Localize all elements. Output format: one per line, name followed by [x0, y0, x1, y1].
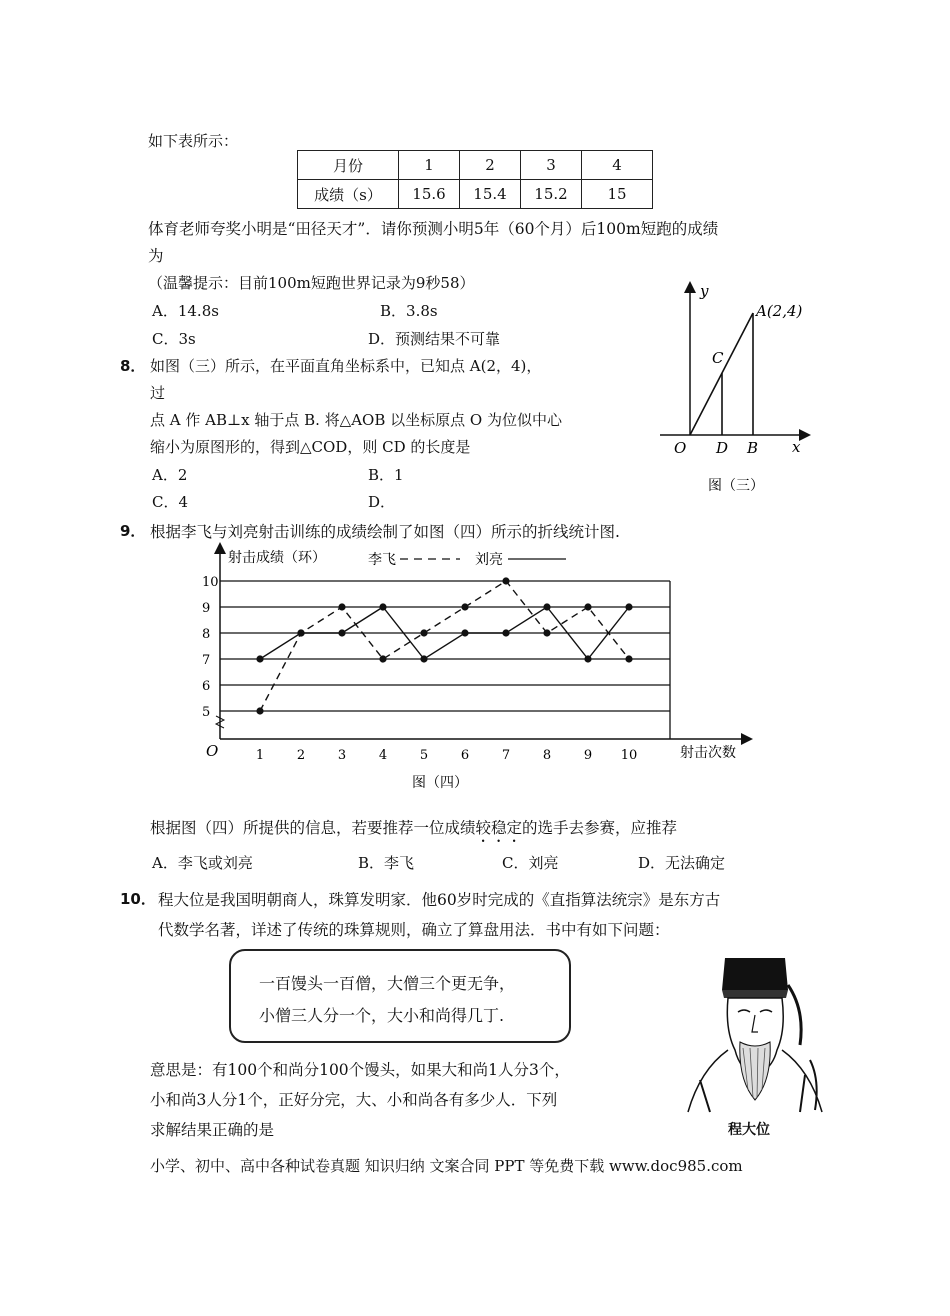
- x-tick-label: 2: [296, 748, 306, 763]
- data-point-liu-liang: [338, 629, 345, 636]
- axis-break-icon: [216, 716, 224, 728]
- q10-meaning3: 求解结果正确的是: [150, 1121, 275, 1139]
- q10-line2: 代数学名著，详述了传统的珠算规则，确立了算盘用法．书中有如下问题：: [158, 921, 670, 939]
- data-point-li-fei: [625, 655, 632, 662]
- x-tick-label: 3: [337, 748, 347, 763]
- data-point-liu-liang: [584, 655, 591, 662]
- q8-line1b: 过: [150, 384, 166, 402]
- table-cell: 月份: [298, 151, 399, 180]
- data-point-li-fei: [461, 603, 468, 610]
- q8-number: 8．: [120, 357, 146, 375]
- chart-origin-label: O: [206, 742, 219, 760]
- chart-caption: 图（四）: [412, 775, 468, 791]
- fig3-label-d: D: [716, 439, 729, 457]
- data-point-li-fei: [256, 707, 263, 714]
- intro-text: 如下表所示：: [148, 132, 239, 150]
- cheng-dawei-portrait: [680, 950, 830, 1115]
- q9-after-post: 的选手去参赛，应推荐: [522, 819, 678, 837]
- q9-option-a: A．李飞或刘亮: [152, 854, 253, 872]
- q10-meaning1: 意思是：有100个和尚分100个馒头，如果大和尚1人分3个，: [150, 1061, 570, 1079]
- x-tick-label: 10: [620, 748, 638, 763]
- portrait-caption: 程大位: [728, 1122, 770, 1138]
- chart-ylabel: 射击成绩（环）: [228, 550, 326, 566]
- y-tick-label: 7: [202, 653, 211, 668]
- fig3-label-o: O: [674, 439, 687, 457]
- q8-option-b: B．1: [368, 466, 404, 484]
- q7-hint: （温馨提示：目前100m短跑世界记录为9秒58）: [148, 274, 475, 292]
- x-tick-label: 8: [542, 748, 552, 763]
- q10-number: 10．: [120, 890, 156, 908]
- q9-option-c: C．刘亮: [502, 854, 559, 872]
- y-tick-label: 9: [202, 601, 211, 616]
- data-point-liu-liang: [297, 629, 304, 636]
- q7-line1: 体育老师夸奖小明是“田径天才”．请你预测小明5年（60个月）后100m短跑的成绩: [148, 220, 719, 238]
- x-tick-label: 4: [378, 748, 388, 763]
- table-cell: 15.2: [521, 180, 582, 209]
- q8-option-d: D．: [368, 493, 396, 511]
- figure-3: [650, 280, 820, 500]
- q7-line2: 为: [148, 247, 164, 265]
- table-row: [298, 151, 653, 180]
- y-tick-label: 8: [202, 627, 211, 642]
- data-point-liu-liang: [502, 629, 509, 636]
- data-point-li-fei: [543, 629, 550, 636]
- fig3-label-x: x: [792, 438, 801, 456]
- data-point-li-fei: [584, 603, 591, 610]
- x-tick-label: 7: [501, 748, 511, 763]
- q8-line1: 如图（三）所示，在平面直角坐标系中，已知点 A(2，4)，: [150, 357, 542, 375]
- chart-xlabel: 射击次数: [680, 745, 736, 761]
- table-cell: 2: [460, 151, 521, 180]
- data-point-liu-liang: [420, 655, 427, 662]
- legend-liu-liang-label: 刘亮: [475, 552, 503, 568]
- x-tick-label: 9: [583, 748, 593, 763]
- q7-option-a: A．14.8s: [152, 302, 219, 320]
- data-point-li-fei: [338, 603, 345, 610]
- poem-line2: 小僧三人分一个，大小和尚得几丁.: [259, 1006, 505, 1025]
- data-point-li-fei: [379, 655, 386, 662]
- y-tick-label: 6: [202, 679, 211, 694]
- fig3-label-b: B: [747, 439, 759, 457]
- poem-line1: 一百馒头一百僧，大僧三个更无争，: [259, 974, 516, 993]
- data-point-liu-liang: [461, 629, 468, 636]
- shooting-score-chart: [190, 540, 790, 795]
- table-cell: 15.6: [399, 180, 460, 209]
- q9-number: 9．: [120, 522, 146, 540]
- x-tick-label: 6: [460, 748, 470, 763]
- table-cell: 15.4: [460, 180, 521, 209]
- q9-after-dotted: 较稳定: [475, 819, 523, 837]
- q8-line3: 缩小为原图形的，得到△COD，则 CD 的长度是: [150, 438, 471, 456]
- q10-meaning2: 小和尚3人分1个，正好分完，大、小和尚各有多少人．下列: [150, 1091, 558, 1109]
- data-point-liu-liang: [543, 603, 550, 610]
- data-point-li-fei: [420, 629, 427, 636]
- fig3-label-y: y: [700, 282, 709, 300]
- fig3-label-c: C: [712, 349, 724, 367]
- x-tick-label: 5: [419, 748, 429, 763]
- data-point-li-fei: [502, 577, 509, 584]
- y-tick-label: 10: [202, 575, 219, 590]
- q9-after-pre: 根据图（四）所提供的信息，若要推荐一位成绩: [150, 819, 476, 837]
- table-cell: 成绩（s）: [298, 180, 399, 209]
- table-row: [298, 180, 653, 209]
- score-table: [297, 150, 653, 209]
- q7-option-b: B．3.8s: [380, 302, 438, 320]
- q9-after-text: [150, 816, 677, 846]
- data-point-liu-liang: [379, 603, 386, 610]
- q8-option-c: C．4: [152, 493, 189, 511]
- q8-option-a: A．2: [152, 466, 188, 484]
- q10-line1: 程大位是我国明朝商人，珠算发明家．他60岁时完成的《直指算法统宗》是东方古: [158, 891, 721, 909]
- q9-option-d: D．无法确定: [638, 854, 726, 872]
- poem-box: [229, 949, 571, 1043]
- q8-line2: 点 A 作 AB⊥x 轴于点 B. 将△AOB 以坐标原点 O 为位似中心: [150, 411, 562, 429]
- footer-text: 小学、初中、高中各种试卷真题 知识归纳 文案合同 PPT 等免费下载 www.doc985.com: [150, 1157, 743, 1175]
- table-cell: 4: [582, 151, 653, 180]
- table-cell: 3: [521, 151, 582, 180]
- fig3-label-a: A(2,4): [756, 302, 803, 320]
- data-point-liu-liang: [256, 655, 263, 662]
- q7-option-d: D．预测结果不可靠: [368, 330, 501, 348]
- q7-option-c: C．3s: [152, 330, 196, 348]
- fig3-caption: 图（三）: [708, 478, 764, 494]
- legend-li-fei-label: 李飞: [368, 552, 396, 568]
- y-tick-label: 5: [202, 705, 211, 720]
- q9-text: 根据李飞与刘亮射击训练的成绩绘制了如图（四）所示的折线统计图.: [150, 523, 620, 541]
- q9-option-b: B．李飞: [358, 854, 415, 872]
- table-cell: 1: [399, 151, 460, 180]
- table-cell: 15: [582, 180, 653, 209]
- data-point-liu-liang: [625, 603, 632, 610]
- x-tick-label: 1: [255, 748, 265, 763]
